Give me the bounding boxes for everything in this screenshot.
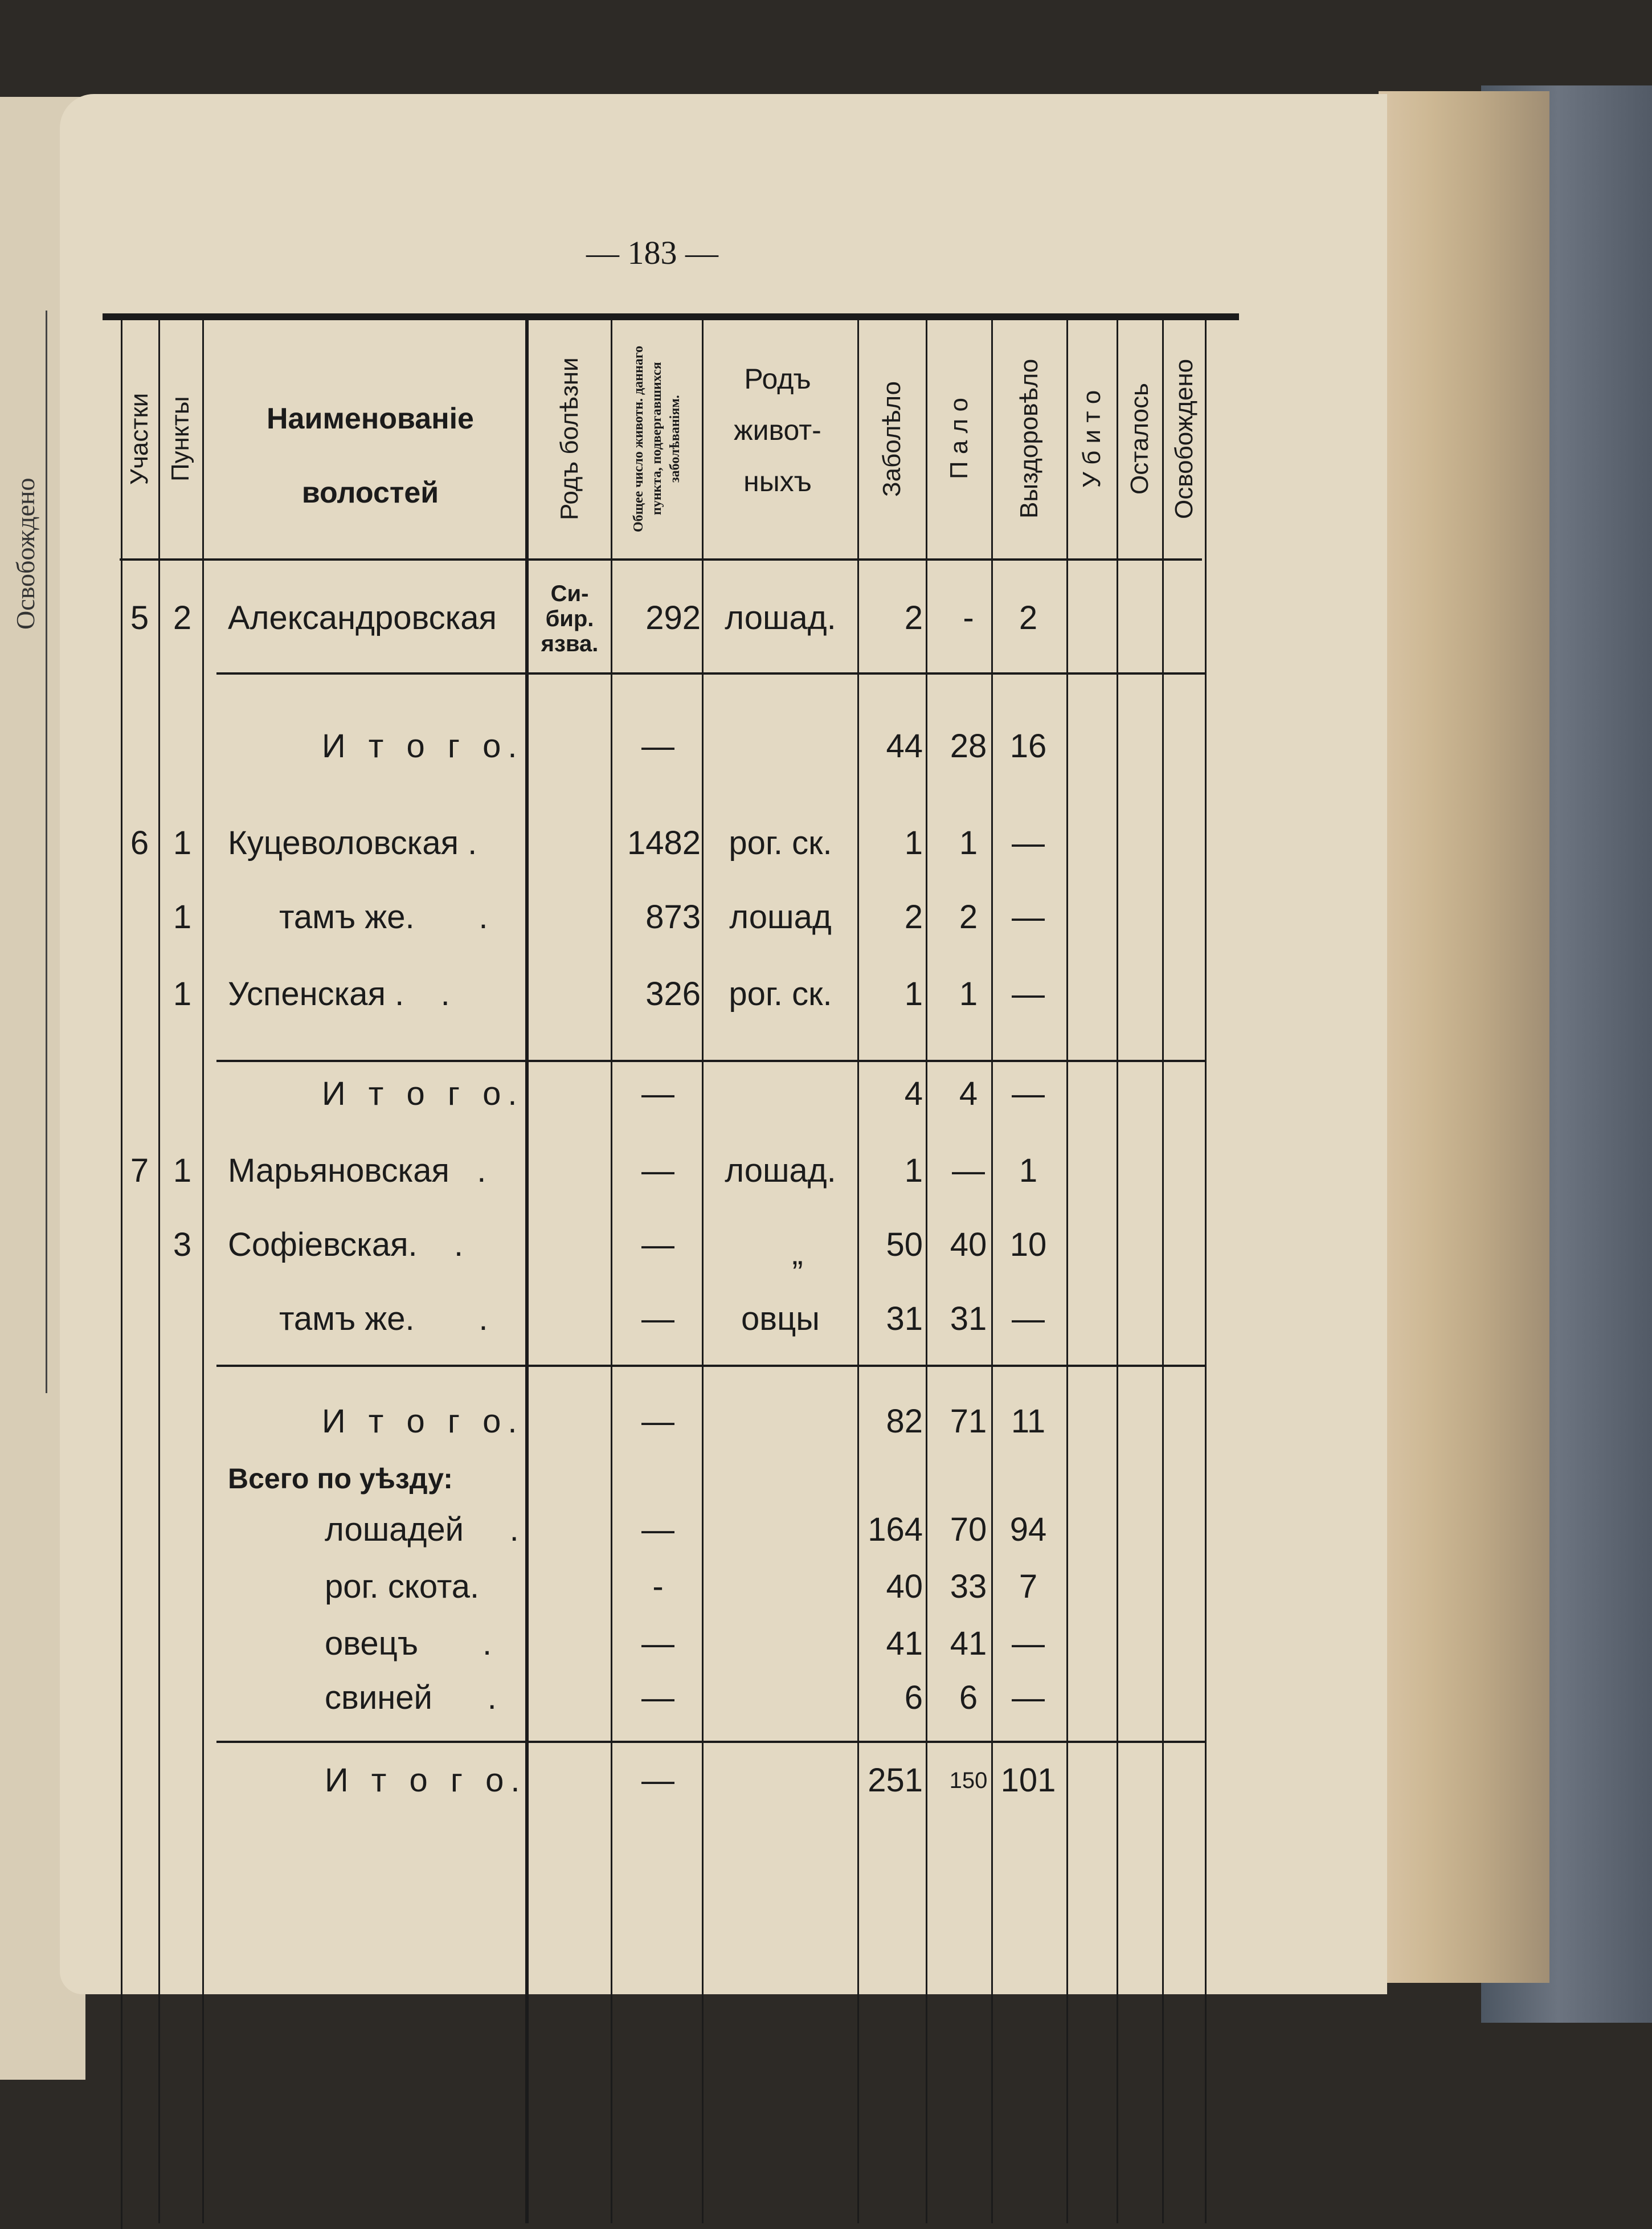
cell-point: 1 bbox=[173, 975, 192, 1013]
col-rule-2 bbox=[158, 320, 160, 2223]
cell-dead: 6 bbox=[959, 1679, 978, 1716]
cell-animals: рог. ск. bbox=[729, 975, 832, 1013]
cell-sick: 2 bbox=[904, 899, 923, 936]
cell-sick: 40 bbox=[886, 1568, 923, 1605]
table-top-rule bbox=[103, 313, 1239, 320]
cell-name: лошадей . bbox=[325, 1511, 519, 1548]
cell-recovered: 2 bbox=[1019, 599, 1038, 636]
cell-dead: 40 bbox=[950, 1226, 987, 1263]
section-rule-4 bbox=[216, 1741, 1205, 1743]
cell-dead: 28 bbox=[950, 728, 987, 765]
cell-name: свиней . bbox=[325, 1679, 497, 1716]
cell-point: 1 bbox=[173, 1152, 192, 1189]
cell-sick: 2 bbox=[904, 599, 923, 636]
cell-animals: овцы bbox=[741, 1300, 820, 1337]
grand-total-label: И т о г о. bbox=[325, 1762, 527, 1799]
cell-total: — bbox=[641, 1226, 674, 1263]
cell-total: 1482 bbox=[627, 824, 701, 862]
col-rule-4 bbox=[525, 320, 529, 2223]
cell-animals: „ bbox=[792, 1235, 803, 1272]
col-rule-13 bbox=[1205, 320, 1207, 2223]
section-rule-1 bbox=[216, 672, 1205, 675]
cell-total: — bbox=[641, 1625, 674, 1662]
grand-total-sick: 251 bbox=[868, 1762, 923, 1799]
cell-recovered: 7 bbox=[1019, 1568, 1038, 1605]
district-total-label: Всего по уѣзду: bbox=[228, 1463, 453, 1495]
cell-dead: 31 bbox=[950, 1300, 987, 1337]
cell-point: 1 bbox=[173, 899, 192, 936]
cell-animals: рог. ск. bbox=[729, 824, 832, 862]
header-sick: Заболѣло bbox=[878, 381, 906, 497]
cell-recovered: — bbox=[1012, 824, 1045, 862]
cell-section: 6 bbox=[130, 824, 149, 862]
col-rule-8 bbox=[926, 320, 927, 2223]
cell-name: тамъ же. . bbox=[279, 899, 488, 936]
cell-dead: 1 bbox=[959, 975, 978, 1013]
grand-total-recovered: 101 bbox=[1000, 1762, 1056, 1799]
cell-sick: 1 bbox=[904, 1152, 923, 1189]
cell-name: Александровская bbox=[228, 599, 497, 636]
cell-name: овецъ . bbox=[325, 1625, 492, 1662]
page-edges bbox=[1379, 91, 1549, 1983]
header-bottom-rule bbox=[120, 558, 1202, 561]
col-rule-3 bbox=[202, 320, 204, 2223]
cell-recovered: 11 bbox=[1011, 1403, 1046, 1440]
col-rule-9 bbox=[991, 320, 993, 2223]
cell-name: Софіевская. . bbox=[228, 1226, 464, 1263]
cell-total: — bbox=[641, 1152, 674, 1189]
cell-dead: 33 bbox=[950, 1568, 987, 1605]
cell-recovered: — bbox=[1012, 975, 1045, 1013]
col-rule-10 bbox=[1066, 320, 1068, 2223]
cell-total: — bbox=[641, 1511, 674, 1548]
page-number: — 183 — bbox=[586, 234, 718, 271]
cell-section: 7 bbox=[130, 1152, 149, 1189]
cell-name: И т о г о. bbox=[322, 1075, 524, 1112]
cell-sick: 6 bbox=[904, 1679, 923, 1716]
header-remained: Осталось bbox=[1126, 383, 1154, 495]
cell-section: 5 bbox=[130, 599, 149, 636]
cell-total: — bbox=[641, 728, 674, 765]
cell-name: И т о г о. bbox=[322, 1403, 524, 1440]
cell-sick: 82 bbox=[886, 1403, 923, 1440]
cell-sick: 31 bbox=[886, 1300, 923, 1337]
cell-dead: 41 bbox=[950, 1625, 987, 1662]
cell-name: И т о г о. bbox=[322, 728, 524, 765]
cell-animals: лошад. bbox=[725, 1152, 836, 1189]
cell-disease: Си- бир. язва. bbox=[541, 581, 599, 656]
cell-recovered: — bbox=[1012, 1679, 1045, 1716]
header-total: Общее число животн. даннаго пункта, подвергавшихся заболѣваніям. bbox=[631, 345, 682, 532]
header-disease: Родъ болѣзни bbox=[555, 357, 583, 520]
header-dead: П а л о bbox=[945, 398, 973, 480]
col-rule-12 bbox=[1162, 320, 1164, 2223]
cell-recovered: — bbox=[1012, 1625, 1045, 1662]
cell-dead: 4 bbox=[959, 1075, 978, 1112]
cell-point: 2 bbox=[173, 599, 192, 636]
cell-point: 3 bbox=[173, 1226, 192, 1263]
header-recovered: Выздоровѣло bbox=[1015, 358, 1043, 519]
section-rule-3 bbox=[216, 1365, 1205, 1367]
cell-recovered: — bbox=[1012, 1300, 1045, 1337]
header-section: Участки bbox=[125, 393, 153, 485]
cell-recovered: — bbox=[1012, 1075, 1045, 1112]
header-animals: Родъ живот- ныхъ bbox=[734, 363, 821, 497]
section-rule-2 bbox=[216, 1060, 1205, 1062]
grand-total-dead: 150 bbox=[949, 1768, 988, 1793]
cell-name: Успенская . . bbox=[228, 975, 450, 1013]
cell-dead: 1 bbox=[959, 824, 978, 862]
cell-total: 326 bbox=[645, 975, 701, 1013]
grand-total-total: — bbox=[641, 1762, 674, 1799]
cell-sick: 1 bbox=[904, 824, 923, 862]
cell-name: Марьяновская . bbox=[228, 1152, 486, 1189]
cell-recovered: 1 bbox=[1019, 1152, 1038, 1189]
cell-dead: - bbox=[963, 599, 974, 636]
cell-recovered: — bbox=[1012, 899, 1045, 936]
cell-total: — bbox=[641, 1300, 674, 1337]
cell-total: 292 bbox=[645, 599, 701, 636]
cell-recovered: 16 bbox=[1009, 728, 1047, 765]
header-killed: У б и т о bbox=[1078, 390, 1106, 488]
cell-dead: 70 bbox=[950, 1511, 987, 1548]
col-rule-11 bbox=[1117, 320, 1118, 2223]
cell-point: 1 bbox=[173, 824, 192, 862]
cell-name: Куцеволовская . bbox=[228, 824, 477, 862]
col-rule-7 bbox=[857, 320, 859, 2223]
col-rule-5 bbox=[611, 320, 612, 2223]
col-rule-6 bbox=[702, 320, 704, 2223]
cell-sick: 164 bbox=[868, 1511, 923, 1548]
cell-animals: лошад. bbox=[725, 599, 836, 636]
left-page-column-label: Освобождено bbox=[11, 477, 40, 630]
cell-name: рог. скота. bbox=[325, 1568, 480, 1605]
cell-sick: 4 bbox=[904, 1075, 923, 1112]
cell-sick: 41 bbox=[886, 1625, 923, 1662]
header-point: Пункты bbox=[166, 396, 194, 481]
cell-total: — bbox=[641, 1679, 674, 1716]
cell-total: — bbox=[641, 1403, 674, 1440]
cell-sick: 50 bbox=[886, 1226, 923, 1263]
cell-sick: 1 bbox=[904, 975, 923, 1013]
cell-animals: лошад bbox=[729, 899, 832, 936]
cell-dead: 2 bbox=[959, 899, 978, 936]
cell-recovered: 94 bbox=[1009, 1511, 1047, 1548]
cell-total: — bbox=[641, 1075, 674, 1112]
cell-dead: 71 bbox=[950, 1403, 987, 1440]
header-freed: Освобождено bbox=[1170, 358, 1198, 519]
cell-dead: — bbox=[952, 1152, 985, 1189]
cell-sick: 44 bbox=[886, 728, 923, 765]
cell-total: 873 bbox=[645, 899, 701, 936]
cell-total: - bbox=[652, 1568, 664, 1605]
cell-name: тамъ же. . bbox=[279, 1300, 488, 1337]
header-name: Наименованіе волостей bbox=[267, 402, 474, 509]
cell-recovered: 10 bbox=[1009, 1226, 1047, 1263]
